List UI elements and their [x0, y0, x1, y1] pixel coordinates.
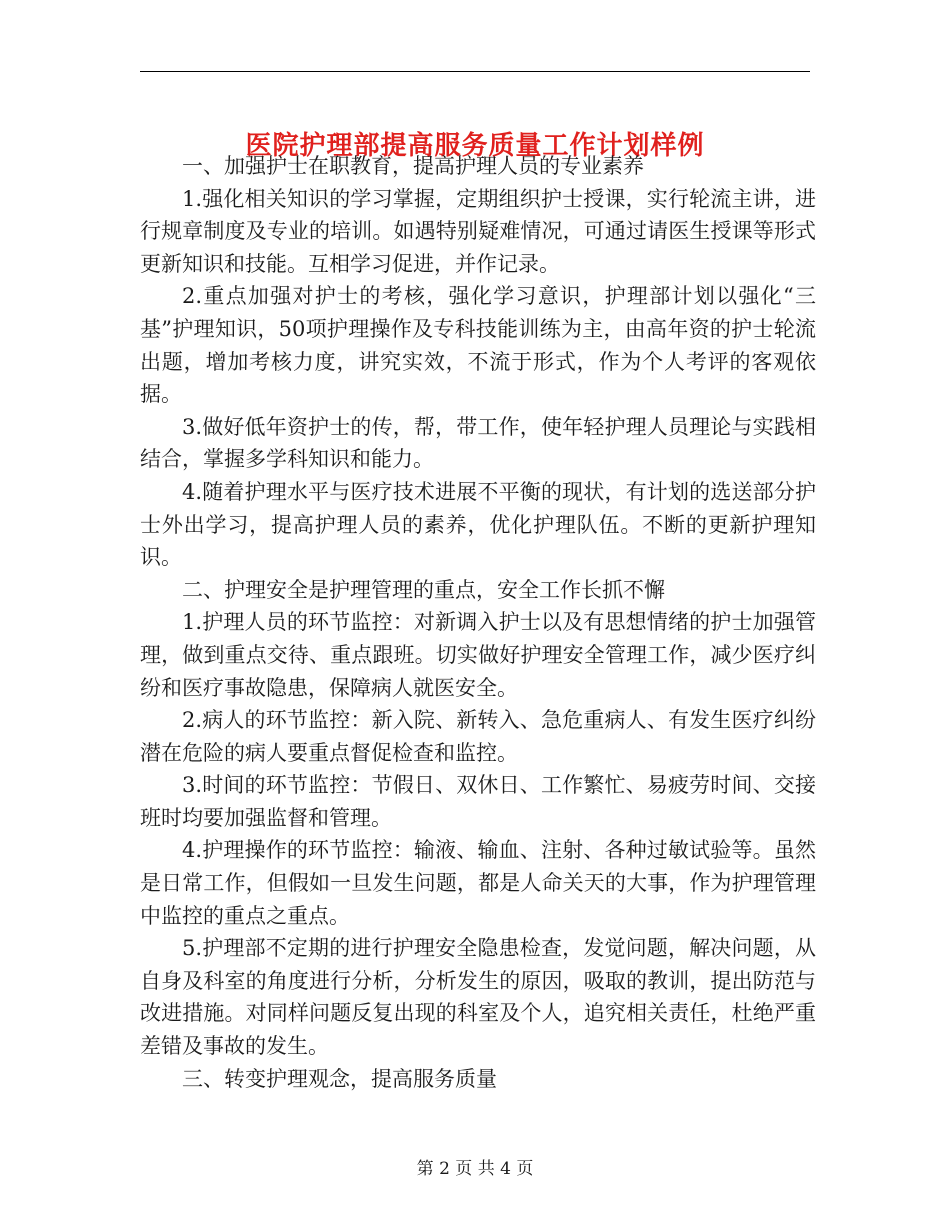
paragraph: 4.随着护理水平与医疗技术进展不平衡的现状，有计划的选送部分护士外出学习，提高护理人员的素养，优化护理队伍。不断的更新护理知识。 [140, 479, 816, 570]
document-body [140, 150, 816, 1095]
page-footer: 第 2 页 共 4 页 [416, 1159, 534, 1179]
header-rule [140, 71, 810, 72]
section-heading-3: 三、转变护理观念，提高服务质量 [182, 1066, 497, 1091]
document-title: 医院护理部提高服务质量工作计划样例 [245, 131, 705, 162]
paragraph: 1.强化相关知识的学习掌握，定期组织护士授课，实行轮流主讲，进行规章制度及专业的培训。如遇特别疑难情况，可通过请医生授课等形式更新知识和技能。互相学习促进，并作记录。 [140, 186, 816, 276]
section-heading-2: 二、护理安全是护理管理的重点，安全工作长抓不懈 [182, 577, 665, 602]
paragraph: 3.时间的环节监控：节假日、双休日、工作繁忙、易疲劳时间、交接班时均要加强监督和管理。 [140, 773, 816, 830]
paragraph: 3.做好低年资护士的传，帮，带工作，使年轻护理人员理论与实践相结合，掌握多学科知识和能力。 [140, 414, 816, 472]
paragraph: 5.护理部不定期的进行护理安全隐患检查，发觉问题，解决问题，从自身及科室的角度进行分析，分析发生的原因，吸取的教训，提出防范与改进措施。对同样问题反复出现的科室及个人，追究相关责任，杜绝严重差错及事故的发生。 [140, 936, 816, 1059]
paragraph: 2.病人的环节监控：新入院、新转入、急危重病人、有发生医疗纠纷潜在危险的病人要重点督促检查和监控。 [140, 708, 816, 765]
paragraph: 2.重点加强对护士的考核，强化学习意识，护理部计划以强化“三基”护理知识，50项护理操作及专科技能训练为主，由高年资的护士轮流出题，增加考核力度，讲究实效，不流于形式，作为个人考评的客观依据。 [140, 284, 816, 407]
paragraph: 1.护理人员的环节监控：对新调入护士以及有思想情绪的护士加强管理，做到重点交待、重点跟班。切实做好护理安全管理工作，减少医疗纠纷和医疗事故隐患，保障病人就医安全。 [140, 610, 816, 700]
section-heading-1: 一、加强护士在职教育，提高护理人员的专业素养 [182, 154, 644, 178]
paragraph: 4.护理操作的环节监控：输液、输血、注射、各种过敏试验等。虽然是日常工作，但假如一旦发生问题，都是人命关天的大事，作为护理管理中监控的重点之重点。 [140, 838, 816, 928]
